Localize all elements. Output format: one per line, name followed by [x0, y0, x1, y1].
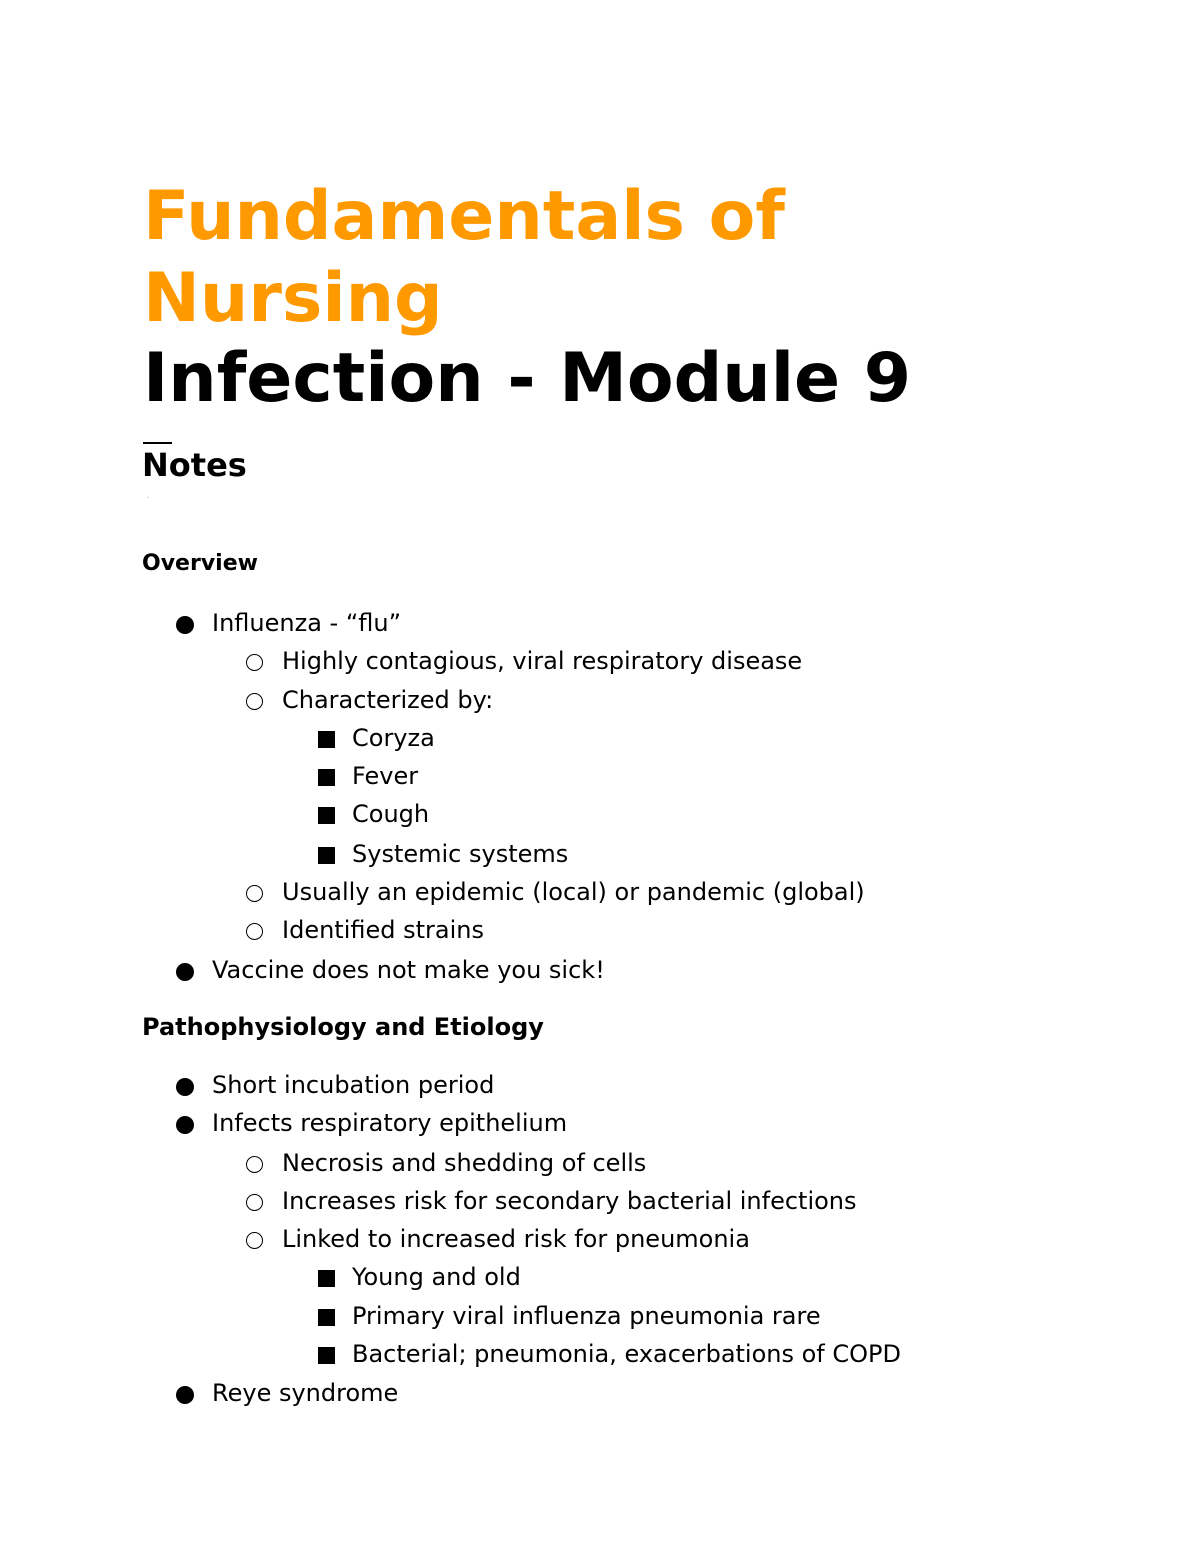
list-item — [318, 1335, 901, 1373]
hollow-bullet-icon — [246, 654, 263, 671]
list-item-text: Characterized by: — [282, 686, 494, 714]
list-item — [176, 951, 605, 989]
hollow-bullet-icon — [246, 885, 263, 902]
list-item-text: Influenza - “flu” — [212, 609, 402, 637]
list-item-text: Young and old — [352, 1263, 521, 1291]
filled-bullet-icon — [176, 1116, 194, 1134]
list-item-text: Bacterial; pneumonia, exacerbations of COPD — [352, 1340, 901, 1368]
list-item-text: Short incubation period — [212, 1071, 495, 1099]
filled-bullet-icon — [176, 1078, 194, 1096]
document-title: Fundamentals of Nursing — [143, 177, 785, 338]
hollow-bullet-icon — [246, 693, 263, 710]
filled-bullet-icon — [176, 963, 194, 981]
list-item-text: Coryza — [352, 724, 435, 752]
list-item — [246, 911, 484, 949]
hollow-bullet-icon — [246, 923, 263, 940]
list-item-text: Increases risk for secondary bacterial infections — [282, 1187, 857, 1215]
list-item — [176, 1066, 494, 1104]
list-item-text: Highly contagious, viral respiratory disease — [282, 647, 803, 675]
list-item-text: Infects respiratory epithelium — [212, 1109, 568, 1137]
list-item — [246, 1182, 857, 1220]
list-item-text: Fever — [352, 762, 419, 790]
hollow-bullet-icon — [246, 1232, 263, 1249]
filled-bullet-icon — [176, 616, 194, 634]
list-item-text: Necrosis and shedding of cells — [282, 1149, 647, 1177]
square-bullet-icon — [318, 731, 335, 748]
hollow-bullet-icon — [246, 1194, 263, 1211]
list-item — [318, 1297, 821, 1335]
list-item — [176, 604, 401, 642]
square-bullet-icon — [318, 1309, 335, 1326]
list-item-text: Systemic systems — [352, 840, 569, 868]
pathophysiology-heading: Pathophysiology and Etiology — [142, 1013, 544, 1041]
list-item — [246, 873, 865, 911]
document-subtitle: Infection - Module 9 — [143, 339, 912, 418]
list-item — [246, 681, 493, 719]
list-item — [318, 1258, 521, 1296]
decorative-dot — [147, 497, 149, 498]
list-item — [176, 1104, 567, 1142]
list-item — [318, 719, 435, 757]
square-bullet-icon — [318, 1270, 335, 1287]
list-item-text: Cough — [352, 800, 430, 828]
list-item — [246, 642, 802, 680]
list-item-text: Linked to increased risk for pneumonia — [282, 1225, 750, 1253]
square-bullet-icon — [318, 847, 335, 864]
list-item — [246, 1144, 646, 1182]
list-item — [318, 795, 429, 833]
filled-bullet-icon — [176, 1386, 194, 1404]
overview-heading: Overview — [142, 551, 258, 576]
list-item-text: Primary viral influenza pneumonia rare — [352, 1302, 821, 1330]
list-item-text: Reye syndrome — [212, 1379, 399, 1407]
list-item — [318, 835, 568, 873]
square-bullet-icon — [318, 807, 335, 824]
notes-heading: Notes — [142, 446, 247, 484]
list-item — [176, 1374, 398, 1412]
list-item — [318, 757, 418, 795]
square-bullet-icon — [318, 769, 335, 786]
list-item-text: Usually an epidemic (local) or pandemic (global) — [282, 878, 865, 906]
list-item-text: Identified strains — [282, 916, 484, 944]
square-bullet-icon — [318, 1347, 335, 1364]
list-item — [246, 1220, 750, 1258]
hollow-bullet-icon — [246, 1156, 263, 1173]
list-item-text: Vaccine does not make you sick! — [212, 956, 605, 984]
